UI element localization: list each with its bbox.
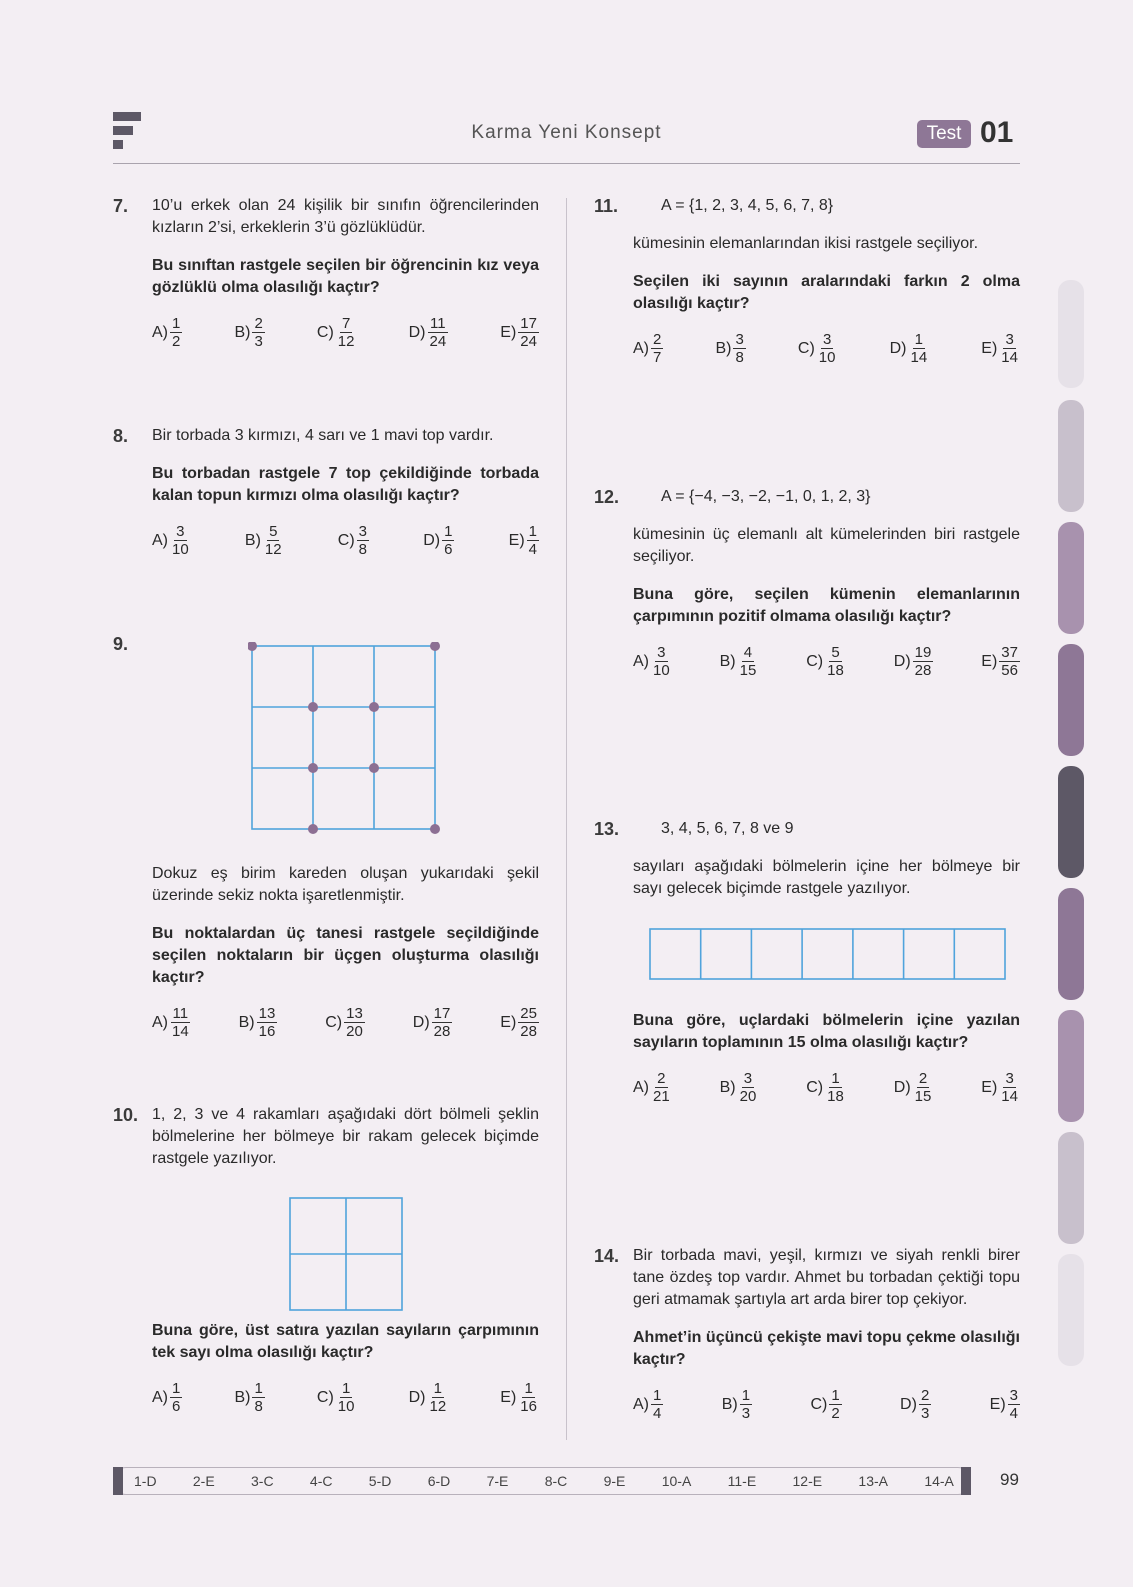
choice-label: E)	[500, 1388, 517, 1406]
fraction	[336, 315, 357, 350]
numerator: 3	[657, 644, 666, 661]
numerator: 13	[258, 1005, 276, 1022]
column-divider	[566, 198, 567, 1440]
denominator: 4	[528, 541, 537, 558]
numerator: 2	[918, 1070, 928, 1087]
numerator: 3	[358, 523, 368, 540]
choice-label: D)	[408, 1388, 426, 1406]
fraction	[427, 315, 448, 350]
question-text: Bir torbada 3 kırmızı, 4 sarı ve 1 mavi top vardır.	[152, 427, 494, 444]
answer-choice	[234, 315, 264, 350]
answer-key-bar	[113, 1467, 971, 1495]
answer-key-item: 4-C	[309, 1473, 333, 1489]
answer-choices	[152, 1005, 539, 1040]
answer-choice	[894, 1070, 934, 1105]
fraction	[913, 644, 934, 679]
choice-label: A)	[152, 323, 168, 341]
question-number: 10.	[113, 1105, 139, 1125]
numerator: 3	[1005, 331, 1014, 348]
question-text: 10’u erkek olan 24 kişilik bir sınıfın öğrencilerinden kızların 2’si, erkeklerin 3’ü gözlüklüdür.	[152, 197, 539, 236]
question-text: kümesinin üç elemanlı alt kümelerinden biri rastgele seçiliyor.	[633, 526, 1020, 565]
denominator: 15	[739, 662, 757, 679]
fraction	[257, 1005, 278, 1040]
fraction	[738, 644, 759, 679]
answer-choice	[317, 315, 357, 350]
choice-label: C)	[316, 1388, 334, 1406]
answer-key-item: 8-C	[544, 1473, 568, 1489]
choice-label: B)	[719, 652, 736, 670]
set-definition: A = {−4, −3, −2, −1, 0, 1, 2, 3}	[661, 488, 871, 505]
answer-choice	[317, 1380, 357, 1415]
answer-key-item: 2-E	[192, 1473, 215, 1489]
numerator: 37	[1001, 644, 1018, 661]
fraction	[170, 523, 191, 558]
fraction	[263, 523, 284, 558]
answer-key-item: 1-D	[134, 1473, 157, 1489]
numerator: 3	[176, 523, 185, 540]
answer-choice	[500, 1005, 539, 1040]
denominator: 10	[653, 662, 670, 679]
fraction	[651, 1387, 663, 1422]
choice-label: C)	[810, 1395, 828, 1413]
denominator: 24	[520, 333, 537, 350]
answer-choice	[722, 1387, 752, 1422]
question-stem: Ahmet’in üçüncü çekişte mavi topu çekme olasılığı kaçtır?	[633, 1329, 1020, 1368]
choice-label: C)	[325, 1013, 343, 1031]
answer-choice	[633, 1387, 663, 1422]
answer-choice	[990, 1387, 1020, 1422]
question-stem: Seçilen iki sayının aralarındaki farkın 2 olma olasılığı kaçtır?	[633, 273, 1020, 312]
denominator: 14	[1001, 349, 1018, 366]
answer-key-item: 12-E	[792, 1473, 823, 1489]
numerator: 1	[254, 1380, 263, 1397]
numerator: 5	[831, 644, 840, 661]
answer-choice	[633, 644, 672, 679]
fraction	[740, 1387, 752, 1422]
answer-key-list	[134, 1468, 954, 1494]
numerator: 1	[741, 1387, 751, 1404]
denominator: 10	[818, 349, 836, 366]
set-definition: A = {1, 2, 3, 4, 5, 6, 7, 8}	[661, 197, 834, 214]
answer-choices	[152, 315, 539, 350]
numerator: 1	[653, 1387, 662, 1404]
fraction	[357, 523, 369, 558]
side-tab	[1058, 766, 1084, 878]
fraction	[733, 331, 745, 366]
denominator: 4	[1009, 1405, 1018, 1422]
choice-label: A)	[633, 1395, 649, 1413]
answer-key-item: 9-E	[603, 1473, 626, 1489]
side-tab	[1058, 522, 1084, 634]
answer-choice	[900, 1387, 931, 1422]
fraction	[170, 315, 182, 350]
answer-choice	[509, 523, 539, 558]
fraction	[908, 331, 929, 366]
answer-choice	[981, 1070, 1020, 1105]
choice-label: E)	[981, 1078, 998, 1096]
numerator: 1	[433, 1380, 442, 1397]
numerator: 1	[914, 331, 923, 348]
answer-choice	[798, 331, 838, 366]
numerator: 1	[341, 1380, 351, 1397]
fraction	[527, 523, 539, 558]
denominator: 14	[1001, 1088, 1018, 1105]
answer-choice	[152, 1380, 182, 1415]
numerator: 3	[1005, 1070, 1014, 1087]
fraction	[651, 331, 663, 366]
fraction	[999, 1070, 1020, 1105]
numerator: 25	[520, 1005, 537, 1022]
numerator: 17	[520, 315, 537, 332]
fraction	[252, 315, 264, 350]
denominator: 8	[254, 1398, 263, 1415]
numerator: 17	[433, 1005, 451, 1022]
question-10-text	[152, 1320, 539, 1415]
question-9-text	[152, 863, 539, 1040]
denominator: 20	[346, 1023, 363, 1040]
numerator: 1	[444, 523, 453, 540]
fraction	[344, 1005, 365, 1040]
choice-label: D)	[900, 1395, 917, 1413]
page-number: 99	[1000, 1470, 1019, 1489]
fraction	[252, 1380, 264, 1415]
choice-label: D)	[889, 339, 907, 357]
denominator: 16	[520, 1398, 537, 1415]
answer-choice	[806, 644, 846, 679]
answer-choice	[152, 523, 191, 558]
answer-choice	[500, 315, 539, 350]
question-number: 13.	[594, 819, 620, 839]
choice-label: E)	[500, 323, 517, 341]
answer-choice	[423, 523, 454, 558]
numerator: 19	[914, 644, 932, 661]
choice-label: E)	[981, 652, 998, 670]
choice-label: E)	[981, 339, 998, 357]
answer-choices	[152, 523, 539, 558]
choice-label: D)	[893, 1078, 911, 1096]
answer-choices	[633, 1070, 1020, 1105]
numerator: 7	[341, 315, 351, 332]
question-number: 11.	[594, 196, 619, 216]
fraction	[651, 1070, 672, 1105]
choice-label: C)	[806, 652, 824, 670]
choice-label: B)	[721, 1395, 738, 1413]
choice-label: D)	[893, 652, 911, 670]
answer-choice	[720, 644, 759, 679]
answer-choice	[413, 1005, 453, 1040]
denominator: 16	[258, 1023, 276, 1040]
page-title: Karma Yeni Konsept	[471, 122, 662, 143]
side-tab	[1058, 400, 1084, 512]
choice-label: C)	[337, 531, 355, 549]
fraction	[442, 523, 454, 558]
question-number: 12.	[594, 487, 620, 507]
four-cell-figure	[288, 1196, 404, 1312]
numerator: 11	[430, 315, 446, 332]
answer-choice	[239, 1005, 278, 1040]
question-stem: Bu torbadan rastgele 7 top çekildiğinde torbada kalan topun kırmızı olma olasılığı kaçtır?	[152, 465, 539, 504]
question-13-text	[633, 1010, 1020, 1105]
answer-key-item: 5-D	[368, 1473, 392, 1489]
choice-label: B)	[234, 323, 251, 341]
answer-choice	[633, 331, 663, 366]
denominator: 14	[172, 1023, 189, 1040]
test-badge: Test	[917, 120, 971, 148]
fraction	[825, 1070, 846, 1105]
side-tab	[1058, 280, 1084, 388]
fraction	[829, 1387, 841, 1422]
denominator: 3	[254, 333, 263, 350]
fraction	[170, 1005, 191, 1040]
denominator: 21	[653, 1088, 670, 1105]
denominator: 20	[739, 1088, 757, 1105]
choice-label: A)	[633, 339, 649, 357]
answer-choice	[500, 1380, 539, 1415]
numerator: 2	[254, 315, 263, 332]
denominator: 28	[914, 662, 932, 679]
fraction	[170, 1380, 182, 1415]
question-number: 9.	[113, 634, 129, 654]
question-stem: Bu sınıftan rastgele seçilen bir öğrencinin kız veya gözlüklü olma olasılığı kaçtır?	[152, 257, 539, 296]
fraction	[913, 1070, 934, 1105]
denominator: 6	[172, 1398, 181, 1415]
denominator: 2	[172, 333, 181, 350]
answer-choices	[633, 644, 1020, 679]
denominator: 12	[429, 1398, 447, 1415]
fraction	[651, 644, 672, 679]
question-text: 1, 2, 3 ve 4 rakamları aşağıdaki dört bölmeli şeklin bölmelerine her bölmeye bir rakam gelecek biçimde rastgele yazılıyor.	[152, 1106, 539, 1167]
question-text: sayıları aşağıdaki bölmelerin içine her bölmeye bir sayı gelecek biçimde rastgele yazılıyor.	[633, 858, 1020, 897]
choice-label: E)	[508, 531, 525, 549]
choice-label: C)	[797, 339, 815, 357]
question-text: Dokuz eş birim kareden oluşan yukarıdaki şekil üzerinde sekiz nokta işaretlenmiştir.	[152, 865, 539, 904]
answer-choice	[981, 331, 1020, 366]
choice-label: D)	[408, 323, 426, 341]
answer-choice	[245, 523, 284, 558]
question-stem: Buna göre, seçilen kümenin elemanlarının çarpımının pozitif olmama olasılığı kaçtır?	[633, 586, 1020, 625]
answer-key-item: 13-A	[858, 1473, 888, 1489]
answer-key-item: 14-A	[924, 1473, 954, 1489]
numerator: 5	[269, 523, 278, 540]
answer-key-item: 11-E	[727, 1473, 757, 1489]
denominator: 8	[735, 349, 744, 366]
denominator: 56	[1001, 662, 1018, 679]
fraction	[999, 331, 1020, 366]
denominator: 18	[827, 1088, 844, 1105]
fraction	[427, 1380, 448, 1415]
answer-key-cap-left	[113, 1467, 123, 1495]
choice-label: A)	[152, 531, 168, 549]
choice-label: E)	[989, 1395, 1006, 1413]
denominator: 12	[337, 333, 355, 350]
denominator: 14	[910, 349, 928, 366]
numerator: 3	[1009, 1387, 1018, 1404]
denominator: 15	[914, 1088, 932, 1105]
denominator: 28	[520, 1023, 537, 1040]
denominator: 3	[741, 1405, 751, 1422]
choice-label: D)	[423, 531, 441, 549]
test-number: 01	[980, 116, 1014, 149]
answer-choice	[409, 315, 449, 350]
fraction	[738, 1070, 759, 1105]
choice-label: D)	[412, 1013, 430, 1031]
denominator: 7	[653, 349, 662, 366]
denominator: 2	[831, 1405, 840, 1422]
question-number: 8.	[113, 426, 129, 446]
answer-choice	[152, 1005, 191, 1040]
denominator: 3	[920, 1405, 930, 1422]
numerator: 1	[172, 1380, 181, 1397]
choice-label: B)	[244, 531, 261, 549]
numerator: 2	[920, 1387, 930, 1404]
answer-choice	[152, 315, 182, 350]
question-stem: Buna göre, üst satıra yazılan sayıların çarpımının tek sayı olma olasılığı kaçtır?	[152, 1322, 539, 1361]
fraction	[336, 1380, 357, 1415]
answer-choice	[715, 331, 745, 366]
answer-choices	[633, 1387, 1020, 1422]
answer-key-cap-right	[961, 1467, 971, 1495]
numerator: 1	[831, 1070, 840, 1087]
numerator: 11	[172, 1005, 189, 1022]
question-number: 7.	[113, 196, 129, 216]
answer-key-item: 7-E	[486, 1473, 509, 1489]
answer-key-item: 10-A	[661, 1473, 692, 1489]
choice-label: B)	[238, 1013, 255, 1031]
fraction	[919, 1387, 931, 1422]
numerator: 3	[822, 331, 832, 348]
answer-choice	[633, 1070, 672, 1105]
answer-choice	[890, 331, 930, 366]
fraction	[518, 1380, 539, 1415]
denominator: 6	[444, 541, 453, 558]
numerator: 2	[653, 331, 662, 348]
numerator: 1	[172, 315, 181, 332]
denominator: 4	[653, 1405, 662, 1422]
denominator: 28	[433, 1023, 451, 1040]
denominator: 12	[264, 541, 282, 558]
answer-choice	[720, 1070, 759, 1105]
question-number: 14.	[594, 1246, 620, 1266]
choice-label: C)	[316, 323, 334, 341]
choice-label: A)	[152, 1013, 168, 1031]
grid-figure-3x3	[248, 642, 440, 834]
choice-label: B)	[234, 1388, 251, 1406]
fraction	[999, 644, 1020, 679]
answer-key-item: 6-D	[427, 1473, 451, 1489]
choice-label: E)	[500, 1013, 517, 1031]
side-tab	[1058, 644, 1084, 756]
side-tab	[1058, 1254, 1084, 1366]
side-tab	[1058, 888, 1084, 1000]
answer-choice	[325, 1005, 365, 1040]
answer-key-item: 3-C	[251, 1473, 274, 1489]
choice-label: A)	[633, 652, 649, 670]
choice-label: B)	[719, 1078, 736, 1096]
numerator: 3	[735, 331, 744, 348]
denominator: 8	[358, 541, 368, 558]
answer-choice	[894, 644, 934, 679]
numerator: 13	[346, 1005, 363, 1022]
answer-choice	[409, 1380, 449, 1415]
numerator: 1	[831, 1387, 840, 1404]
fraction	[1008, 1387, 1020, 1422]
numerator: 1	[524, 1380, 533, 1397]
fraction	[817, 331, 838, 366]
answer-choice	[234, 1380, 264, 1415]
seven-cell-figure	[648, 927, 1008, 981]
question-stem: Bu noktalardan üç tanesi rastgele seçildiğinde seçilen noktaların bir üçgen oluşturma olasılığı kaçtır?	[152, 925, 539, 986]
side-tab	[1058, 1132, 1084, 1244]
answer-choice	[810, 1387, 841, 1422]
denominator: 10	[337, 1398, 355, 1415]
answer-choice	[338, 523, 369, 558]
denominator: 10	[172, 541, 189, 558]
answer-choice	[806, 1070, 846, 1105]
denominator: 24	[429, 333, 447, 350]
question-text: kümesinin elemanlarından ikisi rastgele seçiliyor.	[633, 235, 979, 252]
question-stem: Buna göre, uçlardaki bölmelerin içine yazılan sayıların toplamının 15 olma olasılığı kaçtır?	[633, 1012, 1020, 1051]
side-tab	[1058, 1010, 1084, 1122]
choice-label: A)	[152, 1388, 168, 1406]
fraction	[518, 315, 539, 350]
choice-label: A)	[633, 1078, 649, 1096]
denominator: 18	[827, 662, 844, 679]
fraction	[518, 1005, 539, 1040]
answer-choice	[981, 644, 1020, 679]
fraction	[432, 1005, 453, 1040]
fraction	[825, 644, 846, 679]
answer-choices	[633, 331, 1020, 366]
number-list: 3, 4, 5, 6, 7, 8 ve 9	[661, 820, 794, 837]
question-text: Bir torbada mavi, yeşil, kırmızı ve siyah renkli birer tane özdeş top vardır. Ahmet bu torbadan çektiği topu geri atmamak şartıyla art arda birer top çekiyor.	[633, 1247, 1020, 1308]
numerator: 4	[743, 644, 753, 661]
numerator: 2	[657, 1070, 666, 1087]
numerator: 3	[743, 1070, 753, 1087]
header-divider	[113, 163, 1020, 164]
choice-label: B)	[715, 339, 732, 357]
answer-choices	[152, 1380, 539, 1415]
numerator: 1	[528, 523, 537, 540]
choice-label: C)	[806, 1078, 824, 1096]
